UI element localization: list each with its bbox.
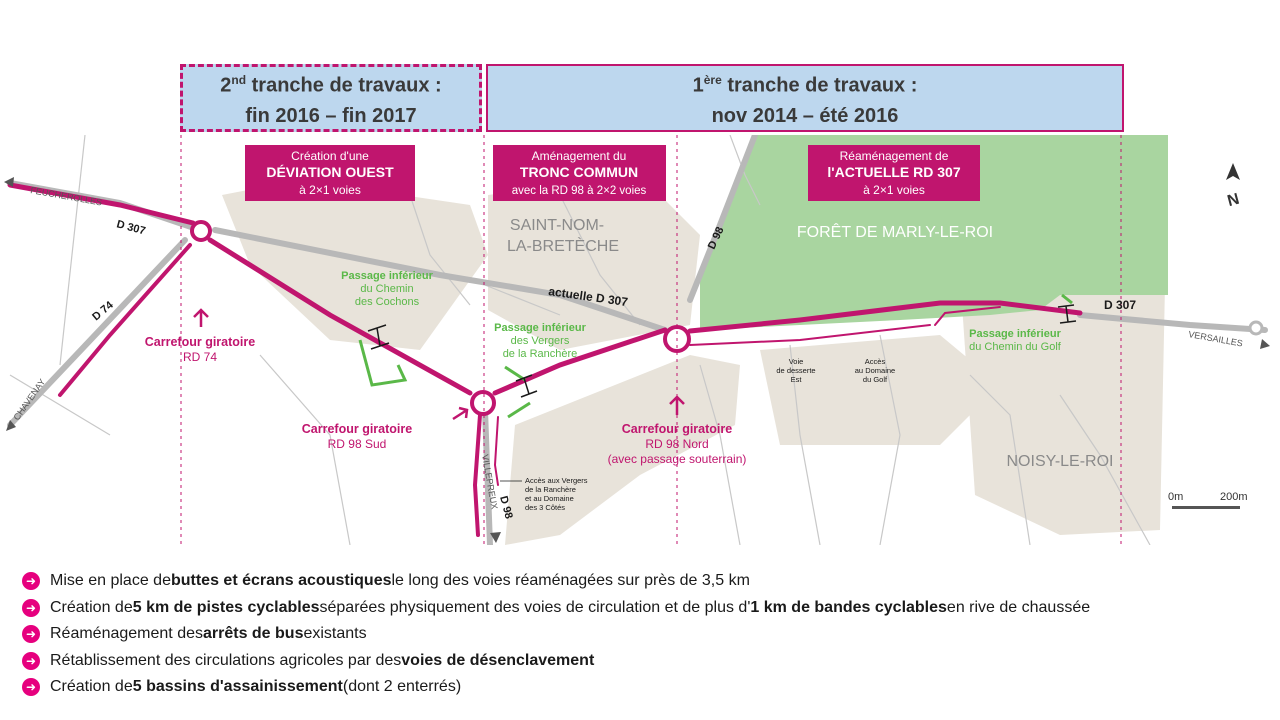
passage-vergers-line1: Passage inférieur xyxy=(494,322,586,334)
label-acces-vergers-line2: de la Ranchère xyxy=(525,485,576,494)
arrow-right-icon: ➜ xyxy=(22,678,40,696)
section-west-line1: Création d'une xyxy=(291,149,369,163)
section-center-line2: TRONC COMMUN xyxy=(519,164,639,180)
passage-golf-line1: Passage inférieur xyxy=(969,328,1061,340)
measure-item: ➜ Création de 5 bassins d'assainissement (dont 2 enterrés) xyxy=(22,674,1090,701)
roundabout-rd98s-line1: Carrefour giratoire xyxy=(301,422,413,436)
roundabout-east-edge xyxy=(1250,322,1262,334)
measure-item: ➜ Rétablissement des circulations agricoles par des voies de désenclavement xyxy=(22,648,1090,675)
passage-vergers-line3: de la Ranchère xyxy=(502,348,578,360)
roundabout-rd98n-line2: RD 98 Nord xyxy=(645,437,709,451)
passage-golf-line2: du Chemin du Golf xyxy=(969,341,1061,353)
phase-2-dates: fin 2016 – fin 2017 xyxy=(245,104,417,127)
phase-2-banner xyxy=(180,64,482,132)
measures-list xyxy=(22,568,1090,701)
roundabout-rd98-sud xyxy=(472,392,494,414)
road-label-d307-west: D 307 xyxy=(115,218,147,238)
place-saint-nom-line1: SAINT-NOM- xyxy=(509,217,605,234)
arrow-right-icon: ➜ xyxy=(22,572,40,590)
measure-item: ➜ Mise en place de buttes et écrans acoustiques le long des voies réaménagées sur près de 3,5 km xyxy=(22,568,1090,595)
phase-1-banner xyxy=(486,64,1124,132)
arrow-versailles-icon xyxy=(1260,339,1270,349)
road-label-d98-nord: D 98 xyxy=(705,225,727,252)
road-label-d98-sud: D 98 xyxy=(497,494,515,521)
passage-cochons-line3: des Cochons xyxy=(354,296,420,308)
label-voie-line1: Voie xyxy=(788,357,804,366)
arrow-rd74-icon xyxy=(194,310,208,327)
section-center-line3: avec la RD 98 à 2×2 voies xyxy=(511,185,647,197)
label-acces-vergers-line3: et au Domaine xyxy=(525,494,574,503)
label-acces-vergers-line4: des 3 Côtés xyxy=(525,503,566,512)
phase-1-title: 1ère tranche de travaux : xyxy=(692,73,918,97)
roundabout-rd98n-line1: Carrefour giratoire xyxy=(621,422,733,436)
arrow-right-icon: ➜ xyxy=(22,652,40,670)
measure-item: ➜ Réaménagement des arrêts de bus existants xyxy=(22,621,1090,648)
label-acces-golf-line1: Accès xyxy=(864,357,886,366)
compass-icon xyxy=(1226,163,1242,210)
road-label-feucherolles: FEUCHEROLLES xyxy=(29,185,103,208)
road-label-d74: D 74 xyxy=(90,299,116,324)
label-voie-line3: Est xyxy=(790,375,802,384)
place-saint-nom-line2: LA-BRETÈCHE xyxy=(506,238,620,255)
passage-cochons-line1: Passage inférieur xyxy=(341,270,433,282)
scale-end: 200m xyxy=(1220,491,1248,503)
place-foret: FORÊT DE MARLY-LE-ROI xyxy=(796,224,994,241)
project-map xyxy=(0,135,1280,545)
section-east-line3: à 2×1 voies xyxy=(863,183,925,197)
roundabout-rd98s-line2: RD 98 Sud xyxy=(327,437,387,451)
section-east-line2: l'ACTUELLE RD 307 xyxy=(827,164,961,180)
section-center-line1: Aménagement du xyxy=(531,149,627,163)
phase-2-title: 2nd tranche de travaux : xyxy=(220,73,442,97)
scale-bar xyxy=(1168,491,1248,509)
arrow-rd98-sud-icon xyxy=(453,408,467,419)
label-acces-golf-line3: du Golf xyxy=(862,375,888,384)
road-label-d307-east: D 307 xyxy=(1104,298,1137,312)
roundabout-rd74 xyxy=(192,222,210,240)
place-noisy-le-roi: NOISY-LE-ROI xyxy=(1006,453,1114,470)
compass-label: N xyxy=(1225,190,1242,211)
section-west xyxy=(245,145,415,201)
measure-item: ➜ Création de 5 km de pistes cyclables séparées physiquement des voies de circulation et de plus d' 1 km de bandes cyclables en rive de chaussée xyxy=(22,595,1090,622)
road-label-chavenay: CHAVENAY xyxy=(11,376,48,423)
roundabout-rd98n-line3: (avec passage souterrain) xyxy=(607,452,747,466)
label-acces-golf-line2: au Domaine xyxy=(854,366,896,375)
label-voie-line2: de desserte xyxy=(776,366,816,375)
arrow-right-icon: ➜ xyxy=(22,599,40,617)
section-west-line3: à 2×1 voies xyxy=(299,183,361,197)
road-label-actuelle-d307: actuelle D 307 xyxy=(547,284,629,310)
roundabout-rd74-line1: Carrefour giratoire xyxy=(144,335,256,349)
passage-cochons-line2: du Chemin xyxy=(360,283,414,295)
road-label-versailles: VERSAILLES xyxy=(1187,329,1244,349)
section-east-line1: Réaménagement de xyxy=(839,149,949,163)
arrow-right-icon: ➜ xyxy=(22,625,40,643)
roundabout-rd74-line2: RD 74 xyxy=(182,350,218,364)
section-center xyxy=(493,145,666,201)
label-acces-vergers-line1: Accès aux Vergers xyxy=(525,476,588,485)
passage-vergers-line2: des Vergers xyxy=(510,335,570,347)
section-east xyxy=(808,145,980,201)
phase-1-dates: nov 2014 – été 2016 xyxy=(711,104,899,127)
road-label-villepreux: VILLEPREUX xyxy=(480,453,500,511)
scale-start: 0m xyxy=(1168,491,1184,503)
section-west-line2: DÉVIATION OUEST xyxy=(266,164,394,180)
